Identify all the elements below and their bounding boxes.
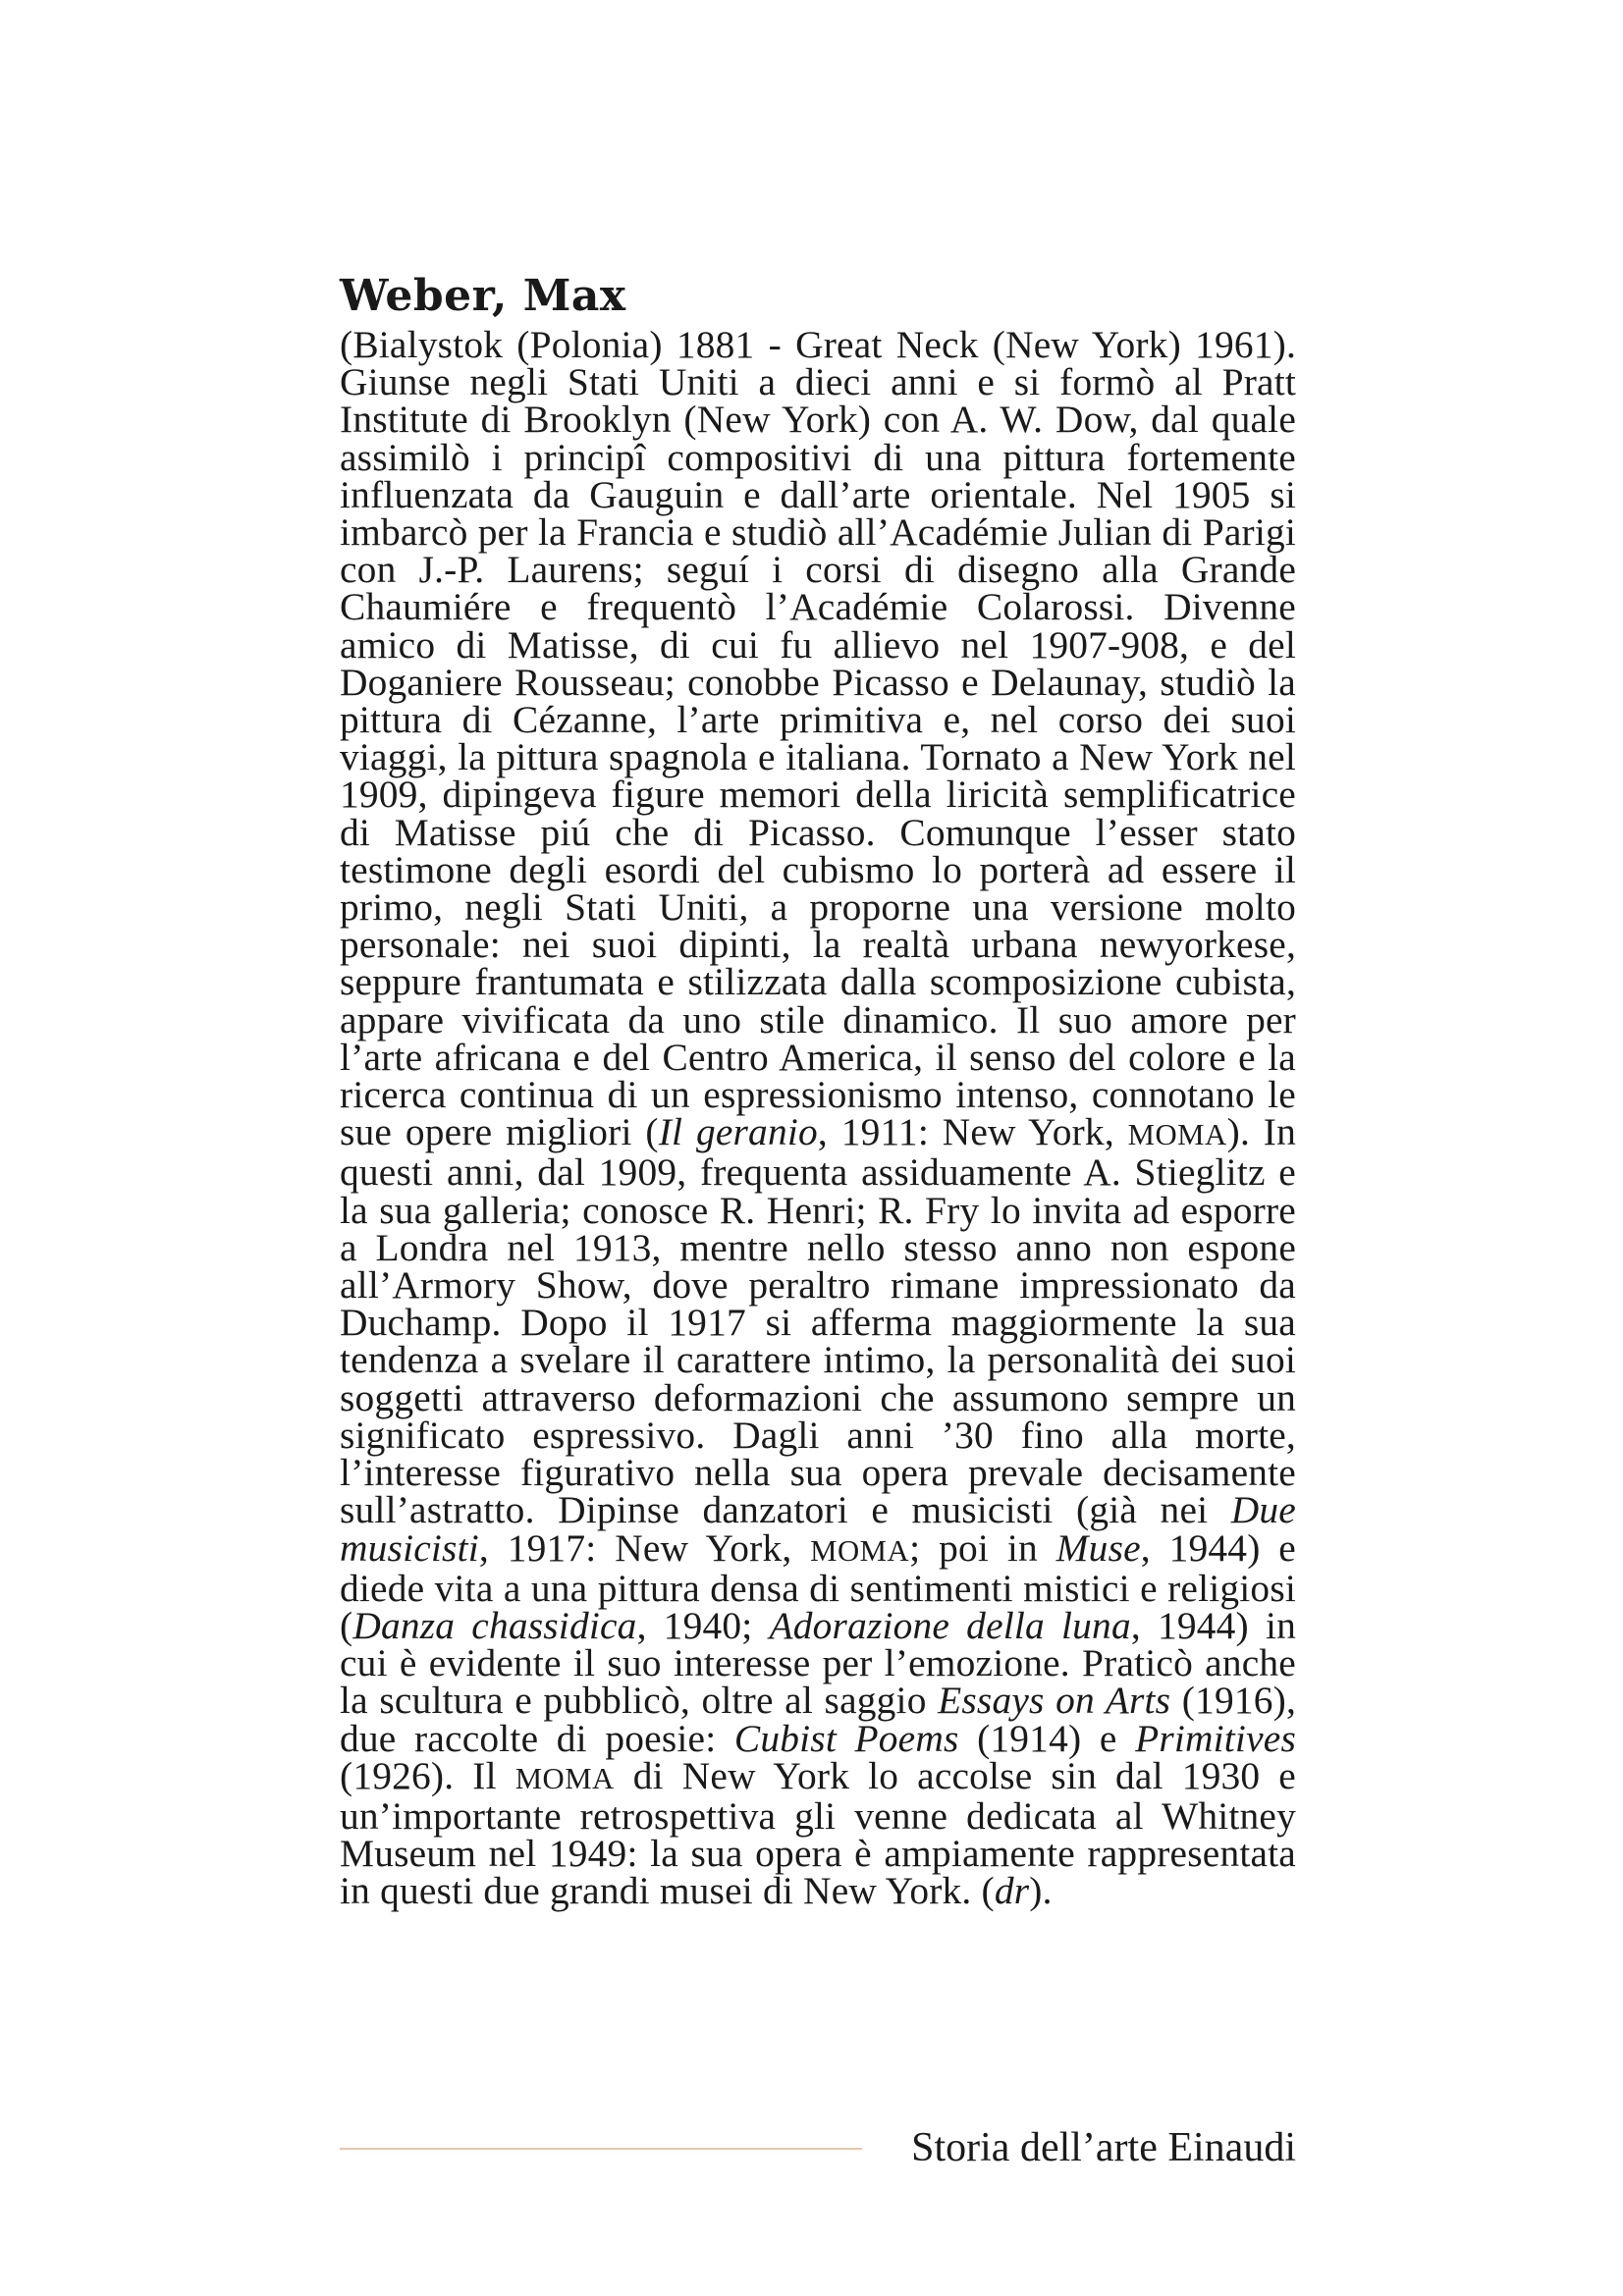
body-text: (1926). Il (340, 1753, 515, 1797)
entry-title: Weber, Max (340, 271, 626, 321)
body-text: ). (1029, 1869, 1053, 1913)
body-text: (Bialystok (Polonia) 1881 - Great Neck (New York) 1961). Giunse negli Stati Uniti a dieci anni e si formò al Pratt Institute di Brooklyn (New York) con A. W. Dow, dal quale assimilò i principî compositivi di una pittura fortemente influenzata da Gauguin e dall’arte orientale. Nel 1905 si imbarcò per la Francia e studiò all’Académie Julian di Parigi con J.-P. Laurens; seguí i corsi di disegno alla Grande Chaumiére e frequentò l’Académie Colarossi. Divenne amico di Matisse, di cui fu allievo nel 1907-908, e del Doganiere Rousseau; conobbe Picasso e Delaunay, studiò la pittura di Cézanne, l’arte primitiva e, nel corso dei suoi viaggi, la pittura spagnola e italiana. Tornato a New York nel 1909, dipingeva figure memori della liricità semplificatrice di Matisse piú che di Picasso. Comunque l’esser stato testimone degli esordi del cubismo lo porterà ad essere il primo, negli Stati Uniti, a proporne una versione molto personale: nei suoi dipinti, la realtà urbana newyorkese, seppure frantumata e stilizzata dalla scomposizione cubista, appare vivificata da uno stile dinamico. Il suo amore per l’arte africana e del Centro America, il senso del colore e la ricerca continua di un espressionismo intenso, connotano le sue opere migliori ( (340, 323, 1296, 1154)
italic-text: Cubist Poems (733, 1716, 959, 1760)
body-text: ; poi in (909, 1525, 1056, 1570)
italic-text: Danza chassidica (352, 1603, 637, 1647)
body-text: (1914) e (958, 1716, 1136, 1760)
encyclopedia-entry (340, 267, 1297, 1913)
smallcaps-text: MOMA (810, 1533, 910, 1568)
body-text: , 1911: New York, (817, 1110, 1128, 1154)
smallcaps-text: MOMA (1127, 1118, 1227, 1152)
body-text: di New York lo accolse sin dal 1930 e un’importante retrospettiva gli venne dedicata al Whitney Museum nel 1949: la sua opera è ampiamente rappresentata in questi due grandi musei di New York. ( (340, 1753, 1296, 1913)
body-text: , 1917: New York, (478, 1525, 811, 1570)
footer-rule (340, 2148, 862, 2150)
body-text: , 1944) in cui è evidente il suo interesse per l’emozione. Praticò anche la scultura e pubblicò, oltre al saggio (340, 1603, 1296, 1723)
italic-text: dr (994, 1869, 1030, 1913)
footer-publication: Storia dell’arte Einaudi (911, 2125, 1296, 2170)
smallcaps-text: MOMA (514, 1761, 615, 1795)
italic-text: Adorazione della luna (769, 1603, 1131, 1647)
italic-text: Primitives (1135, 1716, 1296, 1760)
body-text: , 1940; (636, 1603, 770, 1647)
italic-text: Il geranio (658, 1110, 818, 1154)
italic-text: Muse (1055, 1525, 1141, 1570)
entry-body (340, 323, 1297, 1913)
body-text: ). In questi anni, dal 1909, frequenta assiduamente A. Stieglitz e la sua galleria; conosce R. Henri; R. Fry lo invita ad esporre a Londra nel 1913, mentre nello stesso anno non espone all’Armory Show, dove peraltro rimane impressionato da Duchamp. Dopo il 1917 si afferma maggiormente la sua tendenza a svelare il carattere intimo, la personalità dei suoi soggetti attraverso deformazioni che assumono sempre un significato espressivo. Dagli anni ’30 fino alla morte, l’interesse figurativo nella sua opera prevale decisamente sull’astratto. Dipinse danzatori e musicisti (già nei (340, 1110, 1296, 1532)
body-text: (1916), due raccolte di poesie: (340, 1679, 1297, 1760)
italic-text: Due musicisti (340, 1488, 1296, 1570)
body-text: , 1944) e diede vita a una pittura densa di sentimenti mistici e religiosi ( (340, 1525, 1296, 1647)
italic-text: Essays on Arts (938, 1679, 1171, 1723)
